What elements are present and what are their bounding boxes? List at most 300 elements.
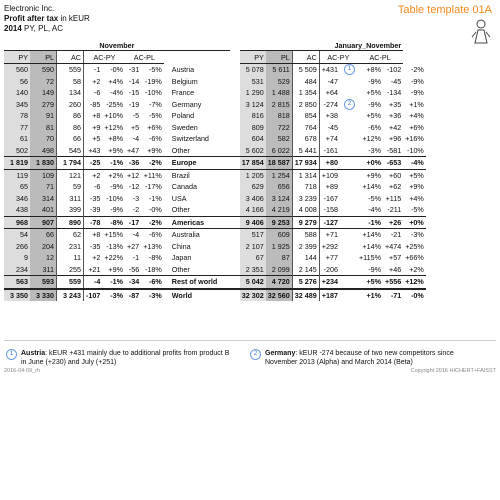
november-cell: -85 xyxy=(90,99,101,109)
ytd-cell: 718 xyxy=(292,181,319,193)
report-header xyxy=(4,4,90,34)
november-cell: 62 xyxy=(57,229,84,241)
ytd-cell: 5 509 xyxy=(292,64,319,76)
ytd-cell: -4% xyxy=(368,205,382,215)
row-label: Switzerland xyxy=(171,134,209,144)
november-cell: +2 xyxy=(92,253,101,263)
ytd-cell: -6% xyxy=(368,122,382,132)
report-year: 2014 xyxy=(4,24,22,33)
november-cell: -10% xyxy=(145,88,162,98)
november-cell: -3% xyxy=(102,289,125,302)
ytd-cell: 32 302 xyxy=(240,289,266,302)
table-row xyxy=(4,241,426,253)
november-cell: -3 xyxy=(132,193,140,203)
note-ref-cell xyxy=(340,289,357,302)
note-ref-cell xyxy=(340,157,357,170)
ytd-cell: 588 xyxy=(292,229,319,241)
table-row xyxy=(4,122,426,134)
gap-cell xyxy=(230,64,240,76)
ytd-cell: 5 276 xyxy=(292,276,319,289)
column-header-ac: AC xyxy=(292,51,319,64)
november-cell: +2% xyxy=(108,170,123,180)
note-ref-cell xyxy=(340,110,357,122)
row-label: Americas xyxy=(164,216,230,229)
november-cell: 66 xyxy=(57,133,84,145)
ytd-cell: 3 406 xyxy=(240,193,266,205)
table-row xyxy=(4,76,426,88)
ytd-cell: 2 351 xyxy=(240,264,266,276)
ytd-cell: +57 xyxy=(389,253,402,263)
gap-cell xyxy=(230,110,240,122)
gap-cell xyxy=(230,264,240,276)
november-cell: -6% xyxy=(141,276,164,289)
row-label: Australia xyxy=(171,230,200,240)
table-row xyxy=(4,110,426,122)
ytd-cell: 6 022 xyxy=(266,145,293,157)
november-cell: -17 xyxy=(125,216,141,229)
november-cell: +27 xyxy=(126,241,140,251)
ytd-cell: 816 xyxy=(240,110,266,122)
ytd-cell: 144 xyxy=(292,252,319,264)
ytd-cell: +187 xyxy=(319,289,340,302)
ytd-cell: +36 xyxy=(389,111,402,121)
gap-cell xyxy=(230,169,240,181)
ytd-cell: -45 xyxy=(390,76,402,86)
ytd-cell: +0% xyxy=(403,216,426,229)
ytd-cell: +14% xyxy=(362,230,382,240)
november-cell: -1% xyxy=(102,157,125,170)
november-cell: +4% xyxy=(108,76,123,86)
ytd-cell: 4 219 xyxy=(266,204,293,216)
november-cell: +12 xyxy=(126,170,140,180)
note-ref-cell xyxy=(340,276,357,289)
ytd-cell: 5 078 xyxy=(240,64,266,76)
november-cell: 61 xyxy=(4,133,30,145)
ytd-cell: -653 xyxy=(383,157,403,170)
november-cell: -4 xyxy=(84,276,103,289)
ytd-cell: -3% xyxy=(411,230,424,240)
november-cell: 149 xyxy=(30,87,57,99)
november-cell: -5% xyxy=(148,65,162,75)
november-cell: +6% xyxy=(147,122,162,132)
november-cell: 968 xyxy=(4,216,30,229)
november-cell: 907 xyxy=(30,216,57,229)
november-cell: 590 xyxy=(30,64,57,76)
note-ref-cell xyxy=(340,99,357,111)
row-label: Germany xyxy=(171,99,202,109)
ytd-cell: 67 xyxy=(240,252,266,264)
report-scenarios: PY, PL, AC xyxy=(24,24,64,33)
gap-cell xyxy=(230,122,240,134)
november-cell: +8% xyxy=(108,134,123,144)
ytd-cell: 17 854 xyxy=(240,157,266,170)
period-left-label: November xyxy=(4,40,230,51)
column-header-ac-py: AC-PY xyxy=(84,51,125,64)
ytd-cell: +26 xyxy=(383,216,403,229)
ytd-cell: 1 925 xyxy=(266,241,293,253)
november-cell: -7% xyxy=(148,99,162,109)
ytd-cell: +6% xyxy=(409,122,424,132)
november-cell: 204 xyxy=(30,241,57,253)
november-cell: 70 xyxy=(30,133,57,145)
november-cell: 121 xyxy=(57,169,84,181)
ytd-cell: 5 602 xyxy=(240,145,266,157)
november-cell: -19% xyxy=(145,76,162,86)
november-cell: +12% xyxy=(104,122,123,132)
note-ref-cell xyxy=(340,264,357,276)
november-cell: +8 xyxy=(92,111,101,121)
row-label: Poland xyxy=(171,111,195,121)
ytd-cell: 722 xyxy=(266,122,293,134)
november-cell: 86 xyxy=(57,122,84,134)
ytd-cell: +77 xyxy=(325,253,338,263)
table-row xyxy=(4,169,426,181)
ytd-cell: 3 124 xyxy=(266,193,293,205)
november-cell: 11 xyxy=(57,252,84,264)
ytd-cell: 2 850 xyxy=(292,99,319,111)
gap-cell xyxy=(230,181,240,193)
ytd-cell: 32 489 xyxy=(292,289,319,302)
november-cell: 346 xyxy=(4,193,30,205)
column-header-pl: PL xyxy=(30,51,57,64)
table-row xyxy=(4,193,426,205)
gap-cell xyxy=(230,99,240,111)
ytd-cell: +556 xyxy=(383,276,403,289)
ytd-cell: 4 166 xyxy=(240,204,266,216)
november-cell: 66 xyxy=(30,229,57,241)
row-label: Belgium xyxy=(171,76,198,86)
november-cell: -0% xyxy=(110,65,123,75)
ytd-cell: -167 xyxy=(323,193,338,203)
november-cell: -2% xyxy=(141,157,164,170)
ytd-cell: 5 441 xyxy=(292,145,319,157)
table-row xyxy=(4,64,426,76)
row-label: USA xyxy=(171,193,187,203)
ytd-cell: -127 xyxy=(319,216,340,229)
ytd-cell: 9 406 xyxy=(240,216,266,229)
november-cell: -39 xyxy=(90,205,101,215)
ytd-cell: +4% xyxy=(409,111,424,121)
ytd-cell: 582 xyxy=(266,133,293,145)
november-cell: -2% xyxy=(141,216,164,229)
november-cell: 255 xyxy=(57,264,84,276)
ytd-cell: +0% xyxy=(357,157,383,170)
ytd-cell: +5% xyxy=(357,276,383,289)
ytd-cell: +46 xyxy=(389,264,402,274)
november-cell: 134 xyxy=(57,87,84,99)
november-cell: -87 xyxy=(125,289,141,302)
ytd-cell: 2 399 xyxy=(292,241,319,253)
november-cell: 890 xyxy=(57,216,84,229)
column-header-pl: PL xyxy=(266,51,293,64)
note-ref-cell xyxy=(340,204,357,216)
november-cell: -36 xyxy=(125,157,141,170)
november-cell: 1 830 xyxy=(30,157,57,170)
subtotal-row xyxy=(4,276,426,289)
ytd-cell: -2% xyxy=(411,65,424,74)
november-cell: -4% xyxy=(110,88,123,98)
ytd-cell: +109 xyxy=(321,170,338,180)
ytd-cell: +71 xyxy=(325,230,338,240)
november-cell: 260 xyxy=(57,99,84,111)
table-row xyxy=(4,264,426,276)
subtotal-row xyxy=(4,157,426,170)
ytd-cell: +292 xyxy=(321,241,338,251)
ytd-cell: -71 xyxy=(383,289,403,302)
row-label: Europe xyxy=(164,157,230,170)
ytd-cell: +89 xyxy=(325,182,338,192)
november-cell: -5 xyxy=(132,111,140,121)
notes-section xyxy=(4,340,496,366)
ytd-cell: 17 934 xyxy=(292,157,319,170)
note-ref-cell xyxy=(340,216,357,229)
november-cell: 399 xyxy=(57,204,84,216)
column-header-py: PY xyxy=(4,51,30,64)
gap-cell xyxy=(230,87,240,99)
november-cell: +5 xyxy=(92,134,101,144)
november-cell: -10% xyxy=(106,193,123,203)
ytd-cell: 609 xyxy=(266,229,293,241)
ytd-cell: -102 xyxy=(386,65,402,75)
november-cell: +9 xyxy=(92,122,101,132)
november-cell: 560 xyxy=(4,64,30,76)
company-name: Electronic Inc. xyxy=(4,4,55,13)
ytd-cell: +8% xyxy=(366,65,382,75)
november-cell: -9% xyxy=(110,182,123,192)
ytd-cell: -5% xyxy=(411,205,424,215)
november-cell: +9% xyxy=(108,264,123,274)
note-ref-cell xyxy=(340,241,357,253)
november-cell: -6 xyxy=(93,88,101,98)
ytd-cell: 3 124 xyxy=(240,99,266,111)
gap-cell xyxy=(230,51,240,64)
note-marker-icon: 1 xyxy=(6,349,17,360)
note-text: : kEUR +431 mainly due to additional profits from product B in June (+230) and July (+251) xyxy=(21,350,230,366)
ytd-cell: -161 xyxy=(323,145,338,155)
ytd-cell: -134 xyxy=(386,88,402,98)
november-cell: 56 xyxy=(4,76,30,88)
november-cell: 314 xyxy=(30,193,57,205)
ytd-cell: +5% xyxy=(409,170,424,180)
november-cell: 502 xyxy=(4,145,30,157)
november-cell: 12 xyxy=(30,252,57,264)
ytd-cell: -4% xyxy=(403,157,426,170)
november-cell: 559 xyxy=(57,64,84,76)
november-cell: 54 xyxy=(4,229,30,241)
note-ref-cell xyxy=(340,64,357,76)
note-ref-cell xyxy=(340,181,357,193)
november-cell: 109 xyxy=(30,169,57,181)
ytd-cell: 529 xyxy=(266,76,293,88)
november-cell: -12 xyxy=(128,182,140,192)
ytd-cell: 678 xyxy=(292,133,319,145)
ytd-cell: +60 xyxy=(389,170,402,180)
november-cell: 545 xyxy=(57,145,84,157)
ytd-cell: +431 xyxy=(321,65,338,75)
table-row xyxy=(4,133,426,145)
ytd-cell: +14% xyxy=(362,241,382,251)
note-text: : kEUR -274 because of two new competitors since November 2013 (Alpha) and March 2014 (Beta) xyxy=(265,350,454,366)
gap-cell xyxy=(230,204,240,216)
ytd-cell: -1% xyxy=(357,216,383,229)
november-cell: +22% xyxy=(104,253,123,263)
ytd-cell: +66% xyxy=(405,253,424,263)
gap-cell xyxy=(230,216,240,229)
gap-cell xyxy=(230,241,240,253)
note-ref-cell xyxy=(340,87,357,99)
ytd-cell: +42 xyxy=(389,122,402,132)
ytd-cell: 629 xyxy=(240,181,266,193)
ytd-cell: -9% xyxy=(368,264,382,274)
note-ref-cell xyxy=(340,229,357,241)
november-cell: -1% xyxy=(148,193,162,203)
november-cell: +5 xyxy=(130,122,140,132)
november-cell: -13% xyxy=(106,241,123,251)
ytd-cell: 1 254 xyxy=(266,169,293,181)
november-cell: 91 xyxy=(30,110,57,122)
november-cell: -78 xyxy=(84,216,103,229)
ytd-cell: -9% xyxy=(368,99,382,109)
ytd-cell: +62 xyxy=(389,182,402,192)
note-marker-icon: 1 xyxy=(344,64,355,75)
footer-copyright: Copyright 2016 HICHERT+FAISST xyxy=(410,368,496,374)
november-cell: +43 xyxy=(88,145,101,155)
november-cell: 234 xyxy=(4,264,30,276)
ytd-cell: +80 xyxy=(319,157,340,170)
profit-table xyxy=(4,40,426,301)
november-cell: 559 xyxy=(57,276,84,289)
ytd-cell: +14% xyxy=(362,182,382,192)
ytd-cell: 517 xyxy=(240,229,266,241)
ytd-cell: 5 042 xyxy=(240,276,266,289)
ytd-cell: +234 xyxy=(319,276,340,289)
ytd-cell: +74 xyxy=(325,134,338,144)
report-title: Profit after tax xyxy=(4,14,59,23)
ytd-cell: -5% xyxy=(368,193,382,203)
ytd-cell: +9% xyxy=(409,182,424,192)
ytd-cell: 854 xyxy=(292,110,319,122)
november-cell: 86 xyxy=(57,110,84,122)
november-cell: +8 xyxy=(92,230,101,240)
ytd-cell: 531 xyxy=(240,76,266,88)
november-cell: 498 xyxy=(30,145,57,157)
november-cell: +10% xyxy=(104,111,123,121)
november-cell: +9% xyxy=(147,145,162,155)
november-cell: -2 xyxy=(132,205,140,215)
november-cell: 345 xyxy=(4,99,30,111)
ytd-cell: 656 xyxy=(266,181,293,193)
ytd-cell: 4 008 xyxy=(292,204,319,216)
report-title-unit: in kEUR xyxy=(60,14,90,23)
november-cell: -6 xyxy=(93,182,101,192)
ytd-cell: -10% xyxy=(407,145,424,155)
row-label: Austria xyxy=(171,65,195,74)
ytd-cell: 1 205 xyxy=(240,169,266,181)
november-cell: 78 xyxy=(4,110,30,122)
ytd-cell: -158 xyxy=(323,205,338,215)
gap-cell xyxy=(230,276,240,289)
ytd-cell: +96 xyxy=(389,134,402,144)
november-cell: -17% xyxy=(145,182,162,192)
row-label: Other xyxy=(171,145,190,155)
ytd-cell: +474 xyxy=(385,241,402,251)
gap-cell xyxy=(230,157,240,170)
ytd-cell: +12% xyxy=(362,134,382,144)
note-lead: Germany xyxy=(265,350,296,357)
november-cell: 59 xyxy=(57,181,84,193)
ytd-cell: -9% xyxy=(411,88,424,98)
ytd-cell: 1 354 xyxy=(292,87,319,99)
november-cell: -31 xyxy=(128,65,140,75)
november-cell: -9% xyxy=(110,205,123,215)
gap-cell xyxy=(230,145,240,157)
november-cell: -8% xyxy=(102,216,125,229)
table-row xyxy=(4,145,426,157)
november-cell: 438 xyxy=(4,204,30,216)
november-cell: 72 xyxy=(30,76,57,88)
november-cell: 3 330 xyxy=(30,289,57,302)
note-lead: Austria xyxy=(21,350,46,357)
november-cell: 266 xyxy=(4,241,30,253)
november-cell: -35 xyxy=(90,241,101,251)
november-cell: +47 xyxy=(126,145,140,155)
subtotal-row xyxy=(4,216,426,229)
ytd-cell: -581 xyxy=(386,145,402,155)
november-cell: 3 243 xyxy=(57,289,84,302)
ytd-cell: -21 xyxy=(390,230,402,240)
period-right-label: January_November xyxy=(240,40,403,51)
november-cell: 3 350 xyxy=(4,289,30,302)
november-cell: -14 xyxy=(128,76,140,86)
november-cell: 77 xyxy=(4,122,30,134)
note-ref-cell xyxy=(340,169,357,181)
row-label: Other xyxy=(171,205,190,215)
ytd-cell: 1 314 xyxy=(292,169,319,181)
row-label: Canada xyxy=(171,182,197,192)
ytd-cell: -47 xyxy=(327,76,338,86)
template-label: Table template 01A xyxy=(397,4,492,16)
ytd-cell: +115 xyxy=(385,193,402,203)
period-header-row xyxy=(4,40,426,51)
gap-cell xyxy=(230,193,240,205)
november-cell: -1 xyxy=(132,253,140,263)
november-cell: +13% xyxy=(143,241,162,251)
ytd-cell: +12% xyxy=(403,276,426,289)
ytd-cell: +35 xyxy=(389,99,402,109)
ytd-cell: 87 xyxy=(266,252,293,264)
november-cell: -18% xyxy=(145,264,162,274)
ytd-cell: +4% xyxy=(409,193,424,203)
november-cell: 9 xyxy=(4,252,30,264)
page-footer xyxy=(4,368,496,374)
ytd-cell: 32 560 xyxy=(266,289,293,302)
november-cell: 71 xyxy=(30,181,57,193)
table-row xyxy=(4,229,426,241)
ytd-cell: 4 720 xyxy=(266,276,293,289)
row-label: Rest of world xyxy=(164,276,230,289)
row-label: World xyxy=(164,289,230,302)
november-cell: -19 xyxy=(128,99,140,109)
ytd-cell: +9% xyxy=(366,170,382,180)
ytd-cell: 9 253 xyxy=(266,216,293,229)
column-header-row xyxy=(4,51,426,64)
footer-date: 2016-04-09_rh xyxy=(4,368,41,374)
november-cell: -25% xyxy=(106,99,123,109)
gap-cell xyxy=(230,76,240,88)
november-cell: 58 xyxy=(57,76,84,88)
november-cell: 279 xyxy=(30,99,57,111)
table-row xyxy=(4,252,426,264)
